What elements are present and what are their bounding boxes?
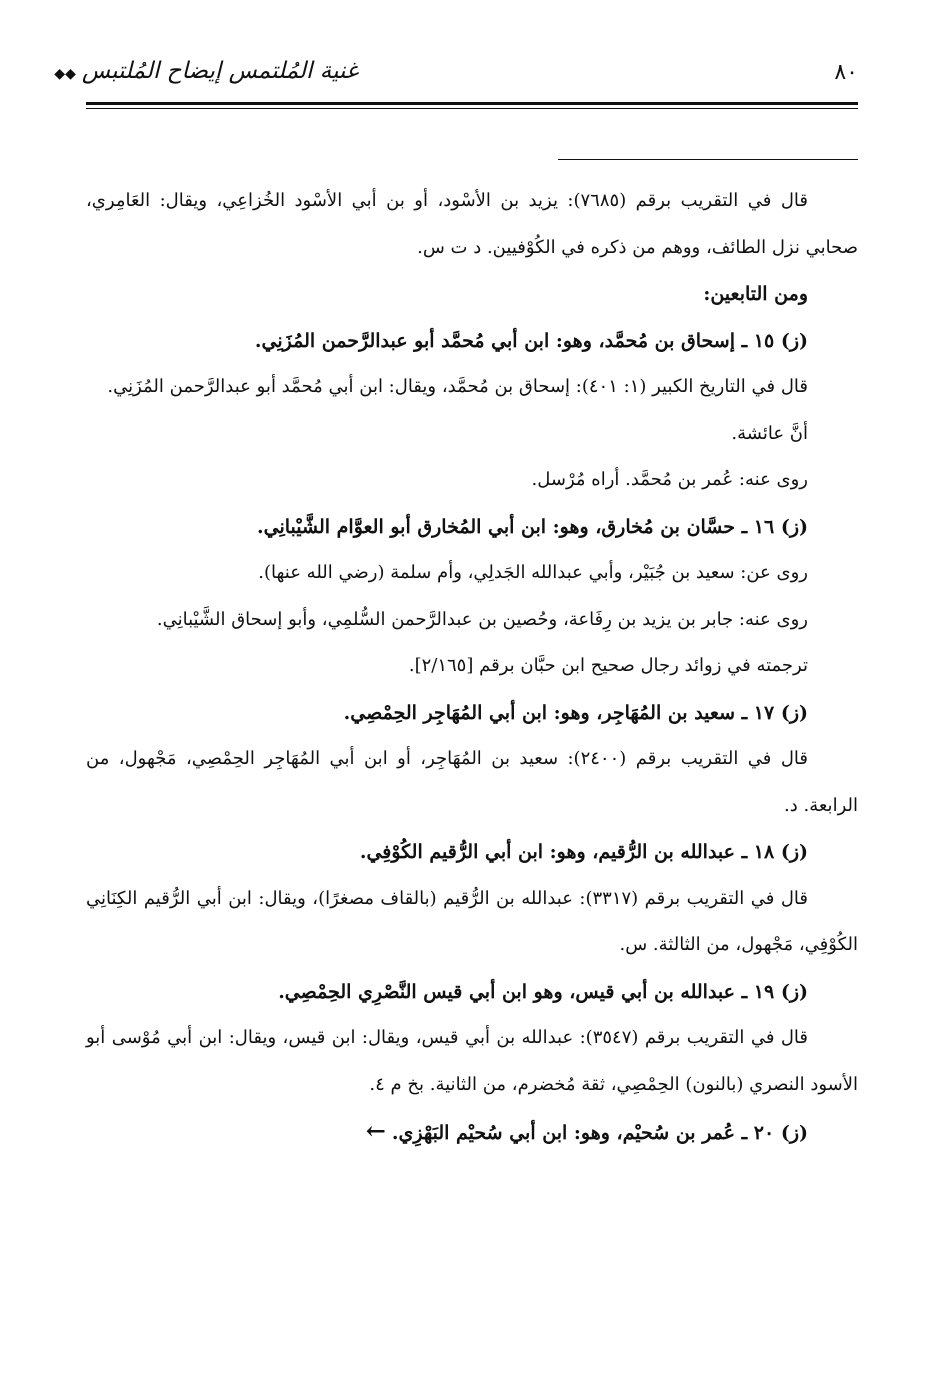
paragraph-text: (ز) ١٩ ـ عبدالله بن أبي قيس، وهو ابن أبي قيس النَّصْرِي الحِمْصِي. bbox=[278, 980, 808, 1003]
header-rule-thick bbox=[86, 102, 858, 105]
entry-heading bbox=[86, 1108, 858, 1157]
body-text bbox=[86, 178, 858, 1157]
entry-heading bbox=[86, 271, 858, 318]
continue-arrow-icon: ← bbox=[365, 1116, 386, 1145]
entry-heading bbox=[86, 829, 858, 876]
entry-heading bbox=[86, 504, 858, 551]
paragraph bbox=[86, 178, 858, 271]
paragraph bbox=[86, 411, 858, 458]
paragraph bbox=[86, 736, 858, 829]
paragraph-text: قال في التقريب برقم (٣٣١٧): عبدالله بن الرُّقيم (بالقاف مصغرًا)، ويقال: ابن أبي الرُّقيم الكِنَانِي الكُوْفِي، مَجْهول، من الثالثة. س. bbox=[86, 887, 858, 955]
entry-heading bbox=[86, 690, 858, 737]
paragraph-text: ترجمته في زوائد رجال صحيح ابن حبَّان برقم [٢/١٦٥]. bbox=[408, 655, 808, 676]
paragraph-text: ومن التابعين: bbox=[703, 283, 808, 305]
paragraph-text: قال في التقريب برقم (٧٦٨٥): يزيد بن الأسْود، أو بن أبي الأسْود الخُزاعِي، ويقال: العَامِري، صحابي نزل الطائف، ووهم من ذكره في الكُوْفيين. د ت س. bbox=[86, 190, 858, 258]
paragraph-text: (ز) ١٨ ـ عبدالله بن الرُّقيم، وهو: ابن أبي الرُّقيم الكُوْفِي. bbox=[359, 841, 808, 863]
paragraph-text: روى عنه: جابر بن يزيد بن رِفَاعة، وحُصين بن عبدالرَّحمن السُّلمِي، وأبو إسحاق الشَّيْبانِي. bbox=[156, 608, 808, 630]
diamond-ornament-icon: ◆◆ bbox=[54, 66, 76, 82]
paragraph bbox=[86, 597, 858, 644]
footnote-separator bbox=[558, 159, 858, 160]
paragraph-text: (ز) ١٧ ـ سعيد بن المُهَاجِر، وهو: ابن أبي المُهَاجِر الحِمْصِي. bbox=[343, 701, 808, 724]
paragraph bbox=[86, 643, 858, 690]
running-title bbox=[54, 58, 358, 84]
entry-heading bbox=[86, 318, 858, 365]
header-rule-thin bbox=[86, 108, 858, 109]
paragraph bbox=[86, 1015, 858, 1108]
running-title-text: غنية المُلتمس إيضاح المُلتبس bbox=[81, 58, 358, 84]
paragraph-text: (ز) ١٦ ـ حسَّان بن مُخارق، وهو: ابن أبي المُخارق أبو العوَّام الشَّيْبانِي. bbox=[257, 515, 808, 538]
paragraph-text: قال في التاريخ الكبير (١: ٤٠١): إسحاق بن مُحمَّد، ويقال: ابن أبي مُحمَّد أبو عبدالرَّحمن المُزَنِي. bbox=[107, 376, 808, 397]
page-header bbox=[54, 58, 858, 98]
paragraph-text: (ز) ١٥ ـ إسحاق بن مُحمَّد، وهو: ابن أبي مُحمَّد أبو عبدالرَّحمن المُزَنِي. bbox=[254, 329, 808, 352]
paragraph-text: (ز) ٢٠ ـ عُمر بن سُحيْم، وهو: ابن أبي سُحيْم البَهْزِي. bbox=[391, 1122, 808, 1144]
paragraph-text: قال في التقريب برقم (٢٤٠٠): سعيد بن المُهَاجِر، أو ابن أبي المُهَاجِر الحِمْصِي، مَجْهول، من الرابعة. د. bbox=[86, 748, 858, 816]
paragraph bbox=[86, 876, 858, 969]
paragraph-text: أنَّ عائشة. bbox=[731, 422, 808, 444]
paragraph bbox=[86, 364, 858, 411]
page-number: ٨٠ bbox=[834, 60, 858, 85]
paragraph bbox=[86, 457, 858, 504]
paragraph-text: روى عن: سعيد بن جُبَيْر، وأبي عبدالله الجَدلِي، وأم سلمة (رضي الله عنها). bbox=[258, 562, 808, 583]
paragraph-text: روى عنه: عُمر بن مُحمَّد. أراه مُرْسل. bbox=[531, 469, 808, 490]
paragraph bbox=[86, 550, 858, 597]
entry-heading bbox=[86, 969, 858, 1016]
paragraph-text: قال في التقريب برقم (٣٥٤٧): عبدالله بن أبي قيس، ويقال: ابن قيس، ويقال: ابن أبي مُوْسى أبو الأسود النصري (بالنون) الحِمْصِي، ثقة مُخضرم، من الثانية. بخ م ٤. bbox=[86, 1027, 858, 1095]
